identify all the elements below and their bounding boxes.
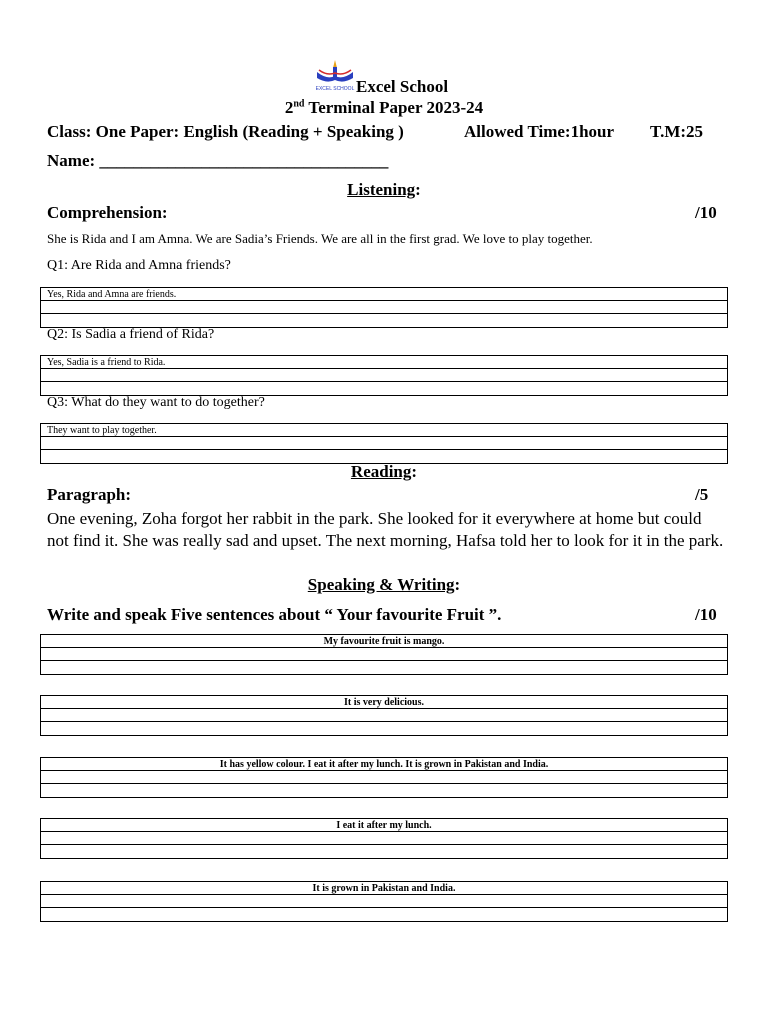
answer-box-1 <box>40 287 728 328</box>
speaking-writing-heading: Speaking & Writing: <box>307 575 461 594</box>
sentence-5-text: It is grown in Pakistan and India. <box>41 882 727 895</box>
allowed-time: Allowed Time:1hour <box>464 122 615 141</box>
school-name: Excel School <box>356 77 449 96</box>
name-field-line: Name: __________________________________ <box>47 151 389 170</box>
school-logo-icon <box>313 58 357 94</box>
sentence-box-5 <box>40 881 728 922</box>
question-2: Q2: Is Sadia a friend of Rida? <box>47 327 215 342</box>
paper-title: 2nd Terminal Paper 2023-24 <box>284 98 484 117</box>
paragraph-marks: /5 <box>695 485 709 504</box>
sentence-box-1 <box>40 634 728 675</box>
answer-1-text: Yes, Rida and Amna are friends. <box>41 288 727 301</box>
answer-3-text: They want to play together. <box>41 424 727 437</box>
reading-heading: Reading: <box>350 462 418 481</box>
comprehension-passage: She is Rida and I am Amna. We are Sadia’s Friends. We are all in the first grad. We love to play together. <box>47 231 593 246</box>
answer-2-text: Yes, Sadia is a friend to Rida. <box>41 356 727 369</box>
listening-heading: Listening: <box>347 180 421 199</box>
paragraph-label: Paragraph: <box>47 485 132 504</box>
answer-box-3 <box>40 423 728 464</box>
comprehension-marks: /10 <box>695 203 717 222</box>
question-1: Q1: Are Rida and Amna friends? <box>47 258 231 273</box>
speaking-marks: /10 <box>695 605 717 624</box>
speaking-instruction: Write and speak Five sentences about “ Your favourite Fruit ”. <box>47 605 502 624</box>
sentence-3-text: It has yellow colour. I eat it after my lunch. It is grown in Pakistan and India. <box>41 758 727 771</box>
sentence-box-4 <box>40 818 728 859</box>
reading-paragraph: One evening, Zoha forgot her rabbit in the park. She looked for it everywhere at home but could not find it. She was really sad and upset. The next morning, Hafsa told her to look for it in the park. <box>47 509 724 550</box>
total-marks: T.M:25 <box>650 122 704 141</box>
question-3: Q3: What do they want to do together? <box>47 395 265 410</box>
sentence-box-3 <box>40 757 728 798</box>
sentence-2-text: It is very delicious. <box>41 696 727 709</box>
comprehension-label: Comprehension: <box>47 203 168 222</box>
class-paper-info: Class: One Paper: English (Reading + Speaking ) <box>47 122 404 141</box>
sentence-box-2 <box>40 695 728 736</box>
logo-text: EXCEL SCHOOL <box>315 86 355 92</box>
sentence-1-text: My favourite fruit is mango. <box>41 635 727 648</box>
sentence-4-text: I eat it after my lunch. <box>41 819 727 832</box>
answer-box-2 <box>40 355 728 396</box>
